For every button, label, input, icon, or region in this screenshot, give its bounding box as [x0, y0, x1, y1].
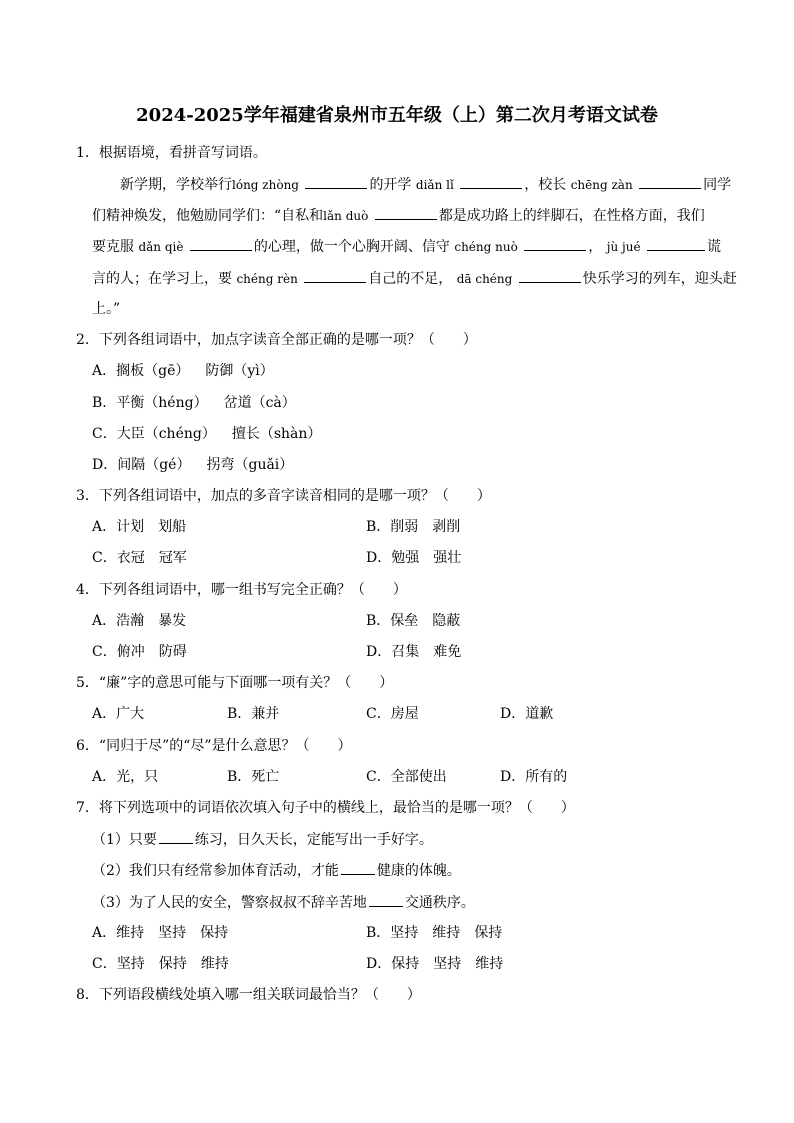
question-1-stem: 1．根据语境，看拼音写词语。	[76, 145, 267, 161]
question-4-option-b[interactable]: B．保垒 隐蔽	[366, 613, 461, 629]
answer-blank[interactable]	[647, 236, 705, 251]
pinyin: lǎn duò	[323, 209, 369, 223]
answer-blank[interactable]	[639, 174, 701, 189]
question-7-sentence-3: （3）为了人民的安全，警察叔叔不辞辛苦地 交通秩序。	[92, 892, 475, 913]
question-3-option-a[interactable]: A．计划 划船	[92, 519, 187, 535]
question-7-sentence-1: （1）只要 练习，日久天长，定能写出一手好字。	[92, 829, 433, 850]
question-4-option-a[interactable]: A．浩瀚 暴发	[92, 613, 187, 629]
question-3-stem: 3．下列各组词语中，加点的多音字读音相同的是哪一项？（ ）	[76, 488, 491, 504]
question-6-stem: 6．“同归于尽”的“尽”是什么意思？（ ）	[76, 738, 352, 754]
question-7-option-b[interactable]: B．坚持 维持 保持	[366, 925, 503, 941]
question-1-passage-line-1: 新学期，学校举行lóng zhòng 的开学 diǎn lǐ ，校长 chēng zàn 同学	[120, 174, 731, 195]
question-7-option-c[interactable]: C．坚持 保持 维持	[92, 956, 229, 972]
question-4-option-d[interactable]: D．召集 难免	[366, 644, 462, 660]
question-6-option-c[interactable]: C．全部使出	[366, 769, 447, 785]
question-8-stem: 8．下列语段横线处填入哪一组关联词最恰当？（ ）	[76, 987, 421, 1003]
question-2-option-b[interactable]: B．平衡（héng） 岔道（cà）	[92, 395, 296, 411]
question-7-sentence-2: （2）我们只有经常参加体育活动，才能 健康的体魄。	[92, 860, 461, 881]
question-5-stem: 5．“廉”字的意思可能与下面哪一项有关？（ ）	[76, 675, 394, 691]
answer-blank[interactable]	[190, 236, 252, 251]
question-5-option-a[interactable]: A．广大	[92, 706, 145, 722]
question-3-option-b[interactable]: B．削弱 剥削	[366, 519, 461, 535]
question-1-passage-line-5: 上。”	[92, 301, 121, 317]
answer-blank[interactable]	[375, 205, 437, 220]
question-6-option-d[interactable]: D．所有的	[500, 769, 568, 785]
answer-blank[interactable]	[524, 236, 586, 251]
answer-blank[interactable]	[341, 860, 375, 875]
question-6-option-a[interactable]: A．光，只	[92, 769, 159, 785]
question-5-option-c[interactable]: C．房屋	[366, 706, 419, 722]
question-5-option-b[interactable]: B．兼并	[227, 706, 280, 722]
question-3-option-c[interactable]: C．衣冠 冠军	[92, 550, 187, 566]
question-1-passage-line-3: 要克服 dǎn qiè 的心理，做一个心胸开阔、信守 chéng nuò ， jù jué 谎	[92, 236, 721, 257]
pinyin: lóng zhòng	[232, 178, 299, 192]
question-4-option-c[interactable]: C．俯冲 防碍	[92, 644, 187, 660]
pinyin: dā chéng	[456, 272, 513, 286]
question-2-option-d[interactable]: D．间隔（gé） 拐弯（guǎi）	[92, 457, 294, 473]
answer-blank[interactable]	[369, 892, 403, 907]
answer-blank[interactable]	[159, 829, 193, 844]
question-3-option-d[interactable]: D．勉强 强壮	[366, 550, 462, 566]
question-7-option-d[interactable]: D．保持 坚持 维持	[366, 956, 504, 972]
question-2-stem: 2．下列各组词语中，加点字读音全部正确的是哪一项？（ ）	[76, 332, 477, 348]
pinyin: jù jué	[606, 240, 641, 254]
pinyin: chēng zàn	[570, 178, 633, 192]
exam-title: 2024-2025学年福建省泉州市五年级（上）第二次月考语文试卷	[136, 105, 658, 126]
answer-blank[interactable]	[304, 268, 366, 283]
question-5-option-d[interactable]: D．道歉	[500, 706, 554, 722]
question-2-option-c[interactable]: C．大臣（chéng） 擅长（shàn）	[92, 426, 322, 442]
pinyin: chéng rèn	[236, 272, 298, 286]
answer-blank[interactable]	[460, 174, 522, 189]
question-4-stem: 4．下列各组词语中，哪一组书写完全正确？（ ）	[76, 582, 407, 598]
question-1-passage-line-4: 言的人；在学习上，要 chéng rèn 自己的不足， dā chéng 快乐学习的列车，迎头赶	[92, 268, 737, 289]
question-2-option-a[interactable]: A．搁板（gē） 防御（yì）	[92, 363, 274, 379]
question-1-passage-line-2: 们精神焕发，他勉励同学们：“自私和lǎn duò 都是成功路上的绊脚石，在性格方面，我们	[92, 205, 705, 226]
question-7-stem: 7．将下列选项中的词语依次填入句子中的横线上，最恰当的是哪一项？（ ）	[76, 800, 575, 816]
pinyin: chéng nuò	[454, 240, 518, 254]
question-7-option-a[interactable]: A．维持 坚持 保持	[92, 925, 229, 941]
answer-blank[interactable]	[305, 174, 367, 189]
pinyin: dǎn qiè	[138, 240, 184, 254]
question-6-option-b[interactable]: B．死亡	[227, 769, 280, 785]
pinyin: diǎn lǐ	[415, 178, 454, 192]
answer-blank[interactable]	[519, 268, 581, 283]
